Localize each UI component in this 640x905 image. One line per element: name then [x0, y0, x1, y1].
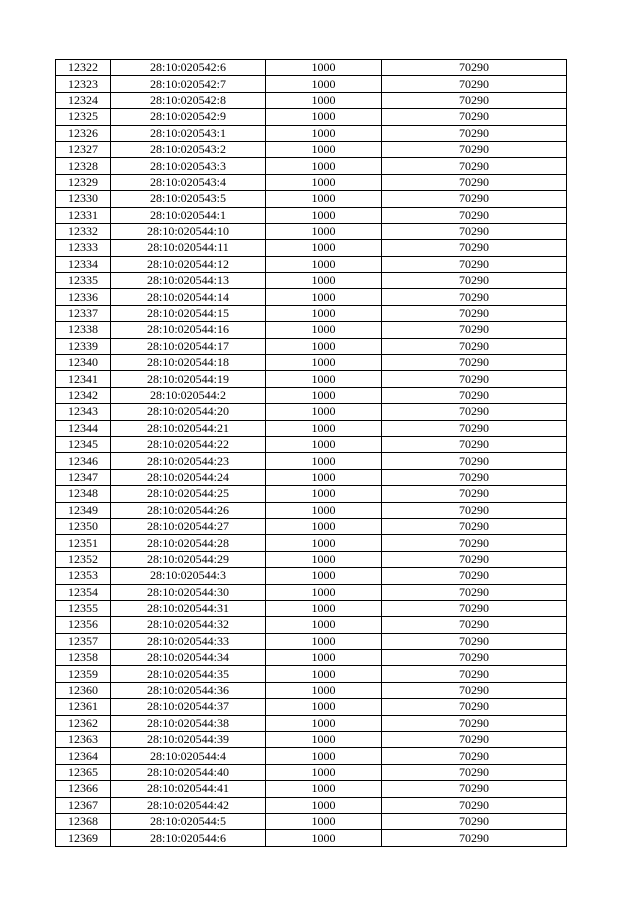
table-row	[56, 371, 567, 387]
table-row	[56, 109, 567, 125]
row-number-cell: 12324	[56, 92, 111, 108]
cadastral-number-cell: 28:10:020544:15	[111, 305, 266, 321]
value-cell: 70290	[382, 240, 567, 256]
row-number-cell: 12328	[56, 158, 111, 174]
cadastral-number-cell: 28:10:020544:4	[111, 748, 266, 764]
area-cell: 1000	[266, 502, 382, 518]
table-row	[56, 240, 567, 256]
table-row	[56, 273, 567, 289]
value-cell: 70290	[382, 617, 567, 633]
area-cell: 1000	[266, 535, 382, 551]
value-cell: 70290	[382, 453, 567, 469]
table-row	[56, 732, 567, 748]
cadastral-number-cell: 28:10:020544:2	[111, 387, 266, 403]
area-cell: 1000	[266, 764, 382, 780]
value-cell: 70290	[382, 781, 567, 797]
data-table	[55, 59, 567, 847]
cadastral-number-cell: 28:10:020544:24	[111, 469, 266, 485]
cadastral-number-cell: 28:10:020544:39	[111, 732, 266, 748]
area-cell: 1000	[266, 76, 382, 92]
value-cell: 70290	[382, 682, 567, 698]
area-cell: 1000	[266, 748, 382, 764]
cadastral-number-cell: 28:10:020544:5	[111, 813, 266, 829]
row-number-cell: 12333	[56, 240, 111, 256]
row-number-cell: 12337	[56, 305, 111, 321]
cadastral-number-cell: 28:10:020544:29	[111, 551, 266, 567]
table-row	[56, 289, 567, 305]
row-number-cell: 12344	[56, 420, 111, 436]
cadastral-number-cell: 28:10:020544:42	[111, 797, 266, 813]
row-number-cell: 12327	[56, 141, 111, 157]
area-cell: 1000	[266, 273, 382, 289]
cadastral-number-cell: 28:10:020544:18	[111, 355, 266, 371]
cadastral-number-cell: 28:10:020543:3	[111, 158, 266, 174]
table-row	[56, 748, 567, 764]
area-cell: 1000	[266, 240, 382, 256]
value-cell: 70290	[382, 715, 567, 731]
value-cell: 70290	[382, 584, 567, 600]
cadastral-number-cell: 28:10:020544:1	[111, 207, 266, 223]
row-number-cell: 12356	[56, 617, 111, 633]
area-cell: 1000	[266, 469, 382, 485]
cadastral-number-cell: 28:10:020544:32	[111, 617, 266, 633]
value-cell: 70290	[382, 502, 567, 518]
cadastral-number-cell: 28:10:020544:20	[111, 404, 266, 420]
table-row	[56, 355, 567, 371]
row-number-cell: 12367	[56, 797, 111, 813]
area-cell: 1000	[266, 125, 382, 141]
cadastral-number-cell: 28:10:020544:31	[111, 600, 266, 616]
value-cell: 70290	[382, 207, 567, 223]
table-row	[56, 322, 567, 338]
row-number-cell: 12340	[56, 355, 111, 371]
value-cell: 70290	[382, 387, 567, 403]
area-cell: 1000	[266, 289, 382, 305]
row-number-cell: 12330	[56, 191, 111, 207]
value-cell: 70290	[382, 158, 567, 174]
row-number-cell: 12355	[56, 600, 111, 616]
area-cell: 1000	[266, 518, 382, 534]
cadastral-number-cell: 28:10:020544:25	[111, 486, 266, 502]
area-cell: 1000	[266, 813, 382, 829]
cadastral-number-cell: 28:10:020544:21	[111, 420, 266, 436]
row-number-cell: 12326	[56, 125, 111, 141]
area-cell: 1000	[266, 715, 382, 731]
value-cell: 70290	[382, 109, 567, 125]
area-cell: 1000	[266, 797, 382, 813]
value-cell: 70290	[382, 92, 567, 108]
area-cell: 1000	[266, 650, 382, 666]
cadastral-number-cell: 28:10:020544:27	[111, 518, 266, 534]
table-row	[56, 469, 567, 485]
area-cell: 1000	[266, 633, 382, 649]
table-row	[56, 781, 567, 797]
row-number-cell: 12354	[56, 584, 111, 600]
area-cell: 1000	[266, 486, 382, 502]
table-row	[56, 600, 567, 616]
area-cell: 1000	[266, 404, 382, 420]
cadastral-number-cell: 28:10:020544:28	[111, 535, 266, 551]
table-row	[56, 568, 567, 584]
cadastral-number-cell: 28:10:020544:17	[111, 338, 266, 354]
row-number-cell: 12334	[56, 256, 111, 272]
value-cell: 70290	[382, 322, 567, 338]
row-number-cell: 12369	[56, 830, 111, 846]
table-row	[56, 830, 567, 846]
row-number-cell: 12331	[56, 207, 111, 223]
cadastral-number-cell: 28:10:020544:16	[111, 322, 266, 338]
value-cell: 70290	[382, 486, 567, 502]
value-cell: 70290	[382, 551, 567, 567]
table-row	[56, 256, 567, 272]
row-number-cell: 12329	[56, 174, 111, 190]
cadastral-number-cell: 28:10:020544:3	[111, 568, 266, 584]
row-number-cell: 12335	[56, 273, 111, 289]
value-cell: 70290	[382, 60, 567, 76]
row-number-cell: 12361	[56, 699, 111, 715]
cadastral-number-cell: 28:10:020543:4	[111, 174, 266, 190]
row-number-cell: 12336	[56, 289, 111, 305]
cadastral-number-cell: 28:10:020544:23	[111, 453, 266, 469]
value-cell: 70290	[382, 256, 567, 272]
table-row	[56, 682, 567, 698]
area-cell: 1000	[266, 666, 382, 682]
row-number-cell: 12357	[56, 633, 111, 649]
cadastral-number-cell: 28:10:020544:12	[111, 256, 266, 272]
area-cell: 1000	[266, 174, 382, 190]
area-cell: 1000	[266, 338, 382, 354]
value-cell: 70290	[382, 404, 567, 420]
area-cell: 1000	[266, 355, 382, 371]
area-cell: 1000	[266, 158, 382, 174]
area-cell: 1000	[266, 141, 382, 157]
cadastral-number-cell: 28:10:020543:5	[111, 191, 266, 207]
cadastral-number-cell: 28:10:020542:7	[111, 76, 266, 92]
area-cell: 1000	[266, 305, 382, 321]
value-cell: 70290	[382, 191, 567, 207]
area-cell: 1000	[266, 600, 382, 616]
table-row	[56, 60, 567, 76]
cadastral-number-cell: 28:10:020542:9	[111, 109, 266, 125]
area-cell: 1000	[266, 453, 382, 469]
value-cell: 70290	[382, 371, 567, 387]
row-number-cell: 12360	[56, 682, 111, 698]
cadastral-number-cell: 28:10:020544:19	[111, 371, 266, 387]
value-cell: 70290	[382, 568, 567, 584]
table-row	[56, 338, 567, 354]
area-cell: 1000	[266, 699, 382, 715]
area-cell: 1000	[266, 568, 382, 584]
table-row	[56, 125, 567, 141]
cadastral-number-cell: 28:10:020544:33	[111, 633, 266, 649]
row-number-cell: 12352	[56, 551, 111, 567]
area-cell: 1000	[266, 584, 382, 600]
table-row	[56, 92, 567, 108]
value-cell: 70290	[382, 732, 567, 748]
area-cell: 1000	[266, 60, 382, 76]
table-row	[56, 666, 567, 682]
value-cell: 70290	[382, 813, 567, 829]
table-row	[56, 551, 567, 567]
value-cell: 70290	[382, 600, 567, 616]
value-cell: 70290	[382, 748, 567, 764]
area-cell: 1000	[266, 371, 382, 387]
row-number-cell: 12349	[56, 502, 111, 518]
area-cell: 1000	[266, 207, 382, 223]
table-row	[56, 191, 567, 207]
row-number-cell: 12332	[56, 223, 111, 239]
row-number-cell: 12346	[56, 453, 111, 469]
row-number-cell: 12338	[56, 322, 111, 338]
cadastral-number-cell: 28:10:020544:22	[111, 436, 266, 452]
area-cell: 1000	[266, 436, 382, 452]
table-row	[56, 420, 567, 436]
area-cell: 1000	[266, 191, 382, 207]
cadastral-number-cell: 28:10:020544:14	[111, 289, 266, 305]
row-number-cell: 12323	[56, 76, 111, 92]
row-number-cell: 12358	[56, 650, 111, 666]
cadastral-number-cell: 28:10:020544:41	[111, 781, 266, 797]
table-row	[56, 223, 567, 239]
value-cell: 70290	[382, 436, 567, 452]
table-row	[56, 518, 567, 534]
table-body	[56, 60, 567, 847]
cadastral-number-cell: 28:10:020544:35	[111, 666, 266, 682]
value-cell: 70290	[382, 141, 567, 157]
value-cell: 70290	[382, 830, 567, 846]
table-row	[56, 650, 567, 666]
cadastral-number-cell: 28:10:020544:30	[111, 584, 266, 600]
value-cell: 70290	[382, 633, 567, 649]
row-number-cell: 12366	[56, 781, 111, 797]
table-row	[56, 797, 567, 813]
cadastral-number-cell: 28:10:020544:11	[111, 240, 266, 256]
value-cell: 70290	[382, 289, 567, 305]
cadastral-number-cell: 28:10:020542:8	[111, 92, 266, 108]
table-row	[56, 617, 567, 633]
value-cell: 70290	[382, 76, 567, 92]
area-cell: 1000	[266, 830, 382, 846]
table-row	[56, 453, 567, 469]
row-number-cell: 12353	[56, 568, 111, 584]
value-cell: 70290	[382, 797, 567, 813]
value-cell: 70290	[382, 223, 567, 239]
row-number-cell: 12348	[56, 486, 111, 502]
cadastral-number-cell: 28:10:020544:26	[111, 502, 266, 518]
table-row	[56, 715, 567, 731]
cadastral-number-cell: 28:10:020543:2	[111, 141, 266, 157]
value-cell: 70290	[382, 174, 567, 190]
area-cell: 1000	[266, 682, 382, 698]
table-row	[56, 207, 567, 223]
area-cell: 1000	[266, 420, 382, 436]
area-cell: 1000	[266, 322, 382, 338]
table-row	[56, 699, 567, 715]
value-cell: 70290	[382, 125, 567, 141]
area-cell: 1000	[266, 92, 382, 108]
area-cell: 1000	[266, 109, 382, 125]
row-number-cell: 12368	[56, 813, 111, 829]
area-cell: 1000	[266, 732, 382, 748]
table-row	[56, 404, 567, 420]
area-cell: 1000	[266, 551, 382, 567]
table-row	[56, 158, 567, 174]
value-cell: 70290	[382, 535, 567, 551]
table-row	[56, 813, 567, 829]
row-number-cell: 12350	[56, 518, 111, 534]
row-number-cell: 12345	[56, 436, 111, 452]
row-number-cell: 12325	[56, 109, 111, 125]
row-number-cell: 12359	[56, 666, 111, 682]
value-cell: 70290	[382, 355, 567, 371]
cadastral-number-cell: 28:10:020544:36	[111, 682, 266, 698]
value-cell: 70290	[382, 420, 567, 436]
cadastral-number-cell: 28:10:020544:13	[111, 273, 266, 289]
value-cell: 70290	[382, 699, 567, 715]
area-cell: 1000	[266, 781, 382, 797]
table-row	[56, 502, 567, 518]
area-cell: 1000	[266, 617, 382, 633]
table-row	[56, 387, 567, 403]
row-number-cell: 12343	[56, 404, 111, 420]
table-row	[56, 141, 567, 157]
table-row	[56, 535, 567, 551]
area-cell: 1000	[266, 223, 382, 239]
value-cell: 70290	[382, 469, 567, 485]
row-number-cell: 12339	[56, 338, 111, 354]
cadastral-number-cell: 28:10:020544:6	[111, 830, 266, 846]
value-cell: 70290	[382, 338, 567, 354]
cadastral-number-cell: 28:10:020543:1	[111, 125, 266, 141]
cadastral-number-cell: 28:10:020544:37	[111, 699, 266, 715]
row-number-cell: 12363	[56, 732, 111, 748]
value-cell: 70290	[382, 305, 567, 321]
table-row	[56, 584, 567, 600]
value-cell: 70290	[382, 666, 567, 682]
row-number-cell: 12322	[56, 60, 111, 76]
value-cell: 70290	[382, 650, 567, 666]
row-number-cell: 12351	[56, 535, 111, 551]
table-row	[56, 436, 567, 452]
cadastral-number-cell: 28:10:020544:38	[111, 715, 266, 731]
cadastral-number-cell: 28:10:020542:6	[111, 60, 266, 76]
row-number-cell: 12347	[56, 469, 111, 485]
table-row	[56, 764, 567, 780]
row-number-cell: 12365	[56, 764, 111, 780]
cadastral-number-cell: 28:10:020544:34	[111, 650, 266, 666]
row-number-cell: 12362	[56, 715, 111, 731]
cadastral-number-cell: 28:10:020544:40	[111, 764, 266, 780]
table-row	[56, 76, 567, 92]
table-row	[56, 486, 567, 502]
table-row	[56, 174, 567, 190]
row-number-cell: 12364	[56, 748, 111, 764]
value-cell: 70290	[382, 273, 567, 289]
row-number-cell: 12341	[56, 371, 111, 387]
area-cell: 1000	[266, 256, 382, 272]
table-row	[56, 633, 567, 649]
value-cell: 70290	[382, 518, 567, 534]
value-cell: 70290	[382, 764, 567, 780]
cadastral-number-cell: 28:10:020544:10	[111, 223, 266, 239]
row-number-cell: 12342	[56, 387, 111, 403]
table-row	[56, 305, 567, 321]
area-cell: 1000	[266, 387, 382, 403]
